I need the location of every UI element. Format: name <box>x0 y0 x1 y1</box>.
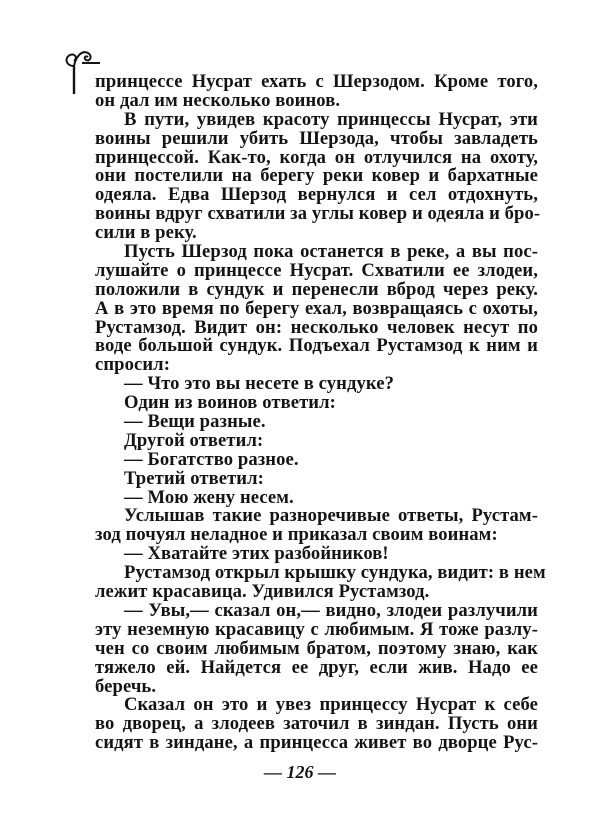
text-line: принцессой. Как-то, когда он отлучился на охоту, <box>95 146 538 168</box>
page-number: — 126 — <box>264 762 336 782</box>
paragraph <box>95 73 538 111</box>
text-line: Услышав такие разноречивые ответы, Рустам- <box>124 505 538 527</box>
paragraph <box>95 599 538 697</box>
text-line: Пусть Шерзод пока останется в реке, а вы пос- <box>124 241 538 263</box>
text-line: В пути, увидев красоту принцессы Нусрат, эти <box>124 108 538 130</box>
text-line: лежит красавица. Удивился Рустамзод. <box>95 581 430 603</box>
paragraph <box>95 562 546 603</box>
text-line: Рустамзод открыл крышку сундука, видит: в нем <box>124 562 546 584</box>
text-line: Другой ответил: <box>124 429 264 451</box>
text-line: чен со своим любимым братом, поэтому знаю, как <box>95 637 538 659</box>
text-line: — Вещи разные. <box>124 411 266 433</box>
text-line: воде большой сундук. Подъехал Рустамзод к ним и <box>95 335 538 357</box>
paragraph <box>95 467 538 489</box>
paragraph <box>95 696 538 753</box>
text-line: одеяла. Едва Шерзод вернулся и сел отдохнуть, <box>95 184 538 206</box>
text-line: положили в сундук и перенесли вброд через реку. <box>95 278 538 300</box>
text-line: — Богатство разное. <box>124 448 299 470</box>
text-line: Сказал он это и увез принцессу Нусрат к себе <box>124 694 538 716</box>
text-line: беречь. <box>95 675 157 697</box>
text-line: спросил: <box>95 354 170 376</box>
text-line: он дал им несколько воинов. <box>95 89 341 111</box>
text-line: лушайте о принцессе Нусрат. Схватили ее злодеи, <box>95 259 538 281</box>
text-line: они постелили на берегу реки ковер и бархатные <box>95 165 538 187</box>
text-line: сили в реку. <box>95 222 197 244</box>
body-text <box>95 71 546 754</box>
text-line: во дворец, а злодеев заточил в зиндан. Пусть они <box>95 713 538 735</box>
paragraph <box>95 429 538 451</box>
paragraph <box>95 507 538 545</box>
text-line: тяжело ей. Найдется ее друг, если жив. Надо ее <box>95 656 538 678</box>
text-line: — Хватайте этих разбойников! <box>124 543 389 565</box>
text-line: Один из воинов ответил: <box>124 392 336 414</box>
text-line: Рустамзод. Видит он: несколько человек несут по <box>95 316 538 338</box>
text-line: — Что это вы несете в сундуке? <box>124 373 394 395</box>
paragraph <box>95 448 538 470</box>
text-line: принцессе Нусрат ехать с Шерзодом. Кроме того, <box>95 71 538 92</box>
text-line: сидят в зиндане, а принцесса живет во дворце Рус- <box>95 732 538 754</box>
text-line: Третий ответил: <box>124 467 264 489</box>
text-line: воины решили убить Шерзода, чтобы завладеть <box>95 127 538 149</box>
text-line: А в это время по берегу ехал, возвращаясь с охоты, <box>95 297 538 319</box>
text-line: эту неземную красавицу с любимым. Я тоже разлу- <box>95 618 538 640</box>
text-line: — Увы,— сказал он,— видно, злодеи разлучили <box>124 599 538 621</box>
paragraph <box>95 243 538 375</box>
text-line: — Мою жену несем. <box>124 486 294 508</box>
text-line: зод почуял неладное и приказал своим воинам: <box>95 524 498 546</box>
paragraph <box>95 108 541 244</box>
text-line: воины вдруг схватили за углы ковер и одеяла и бро- <box>95 203 541 225</box>
